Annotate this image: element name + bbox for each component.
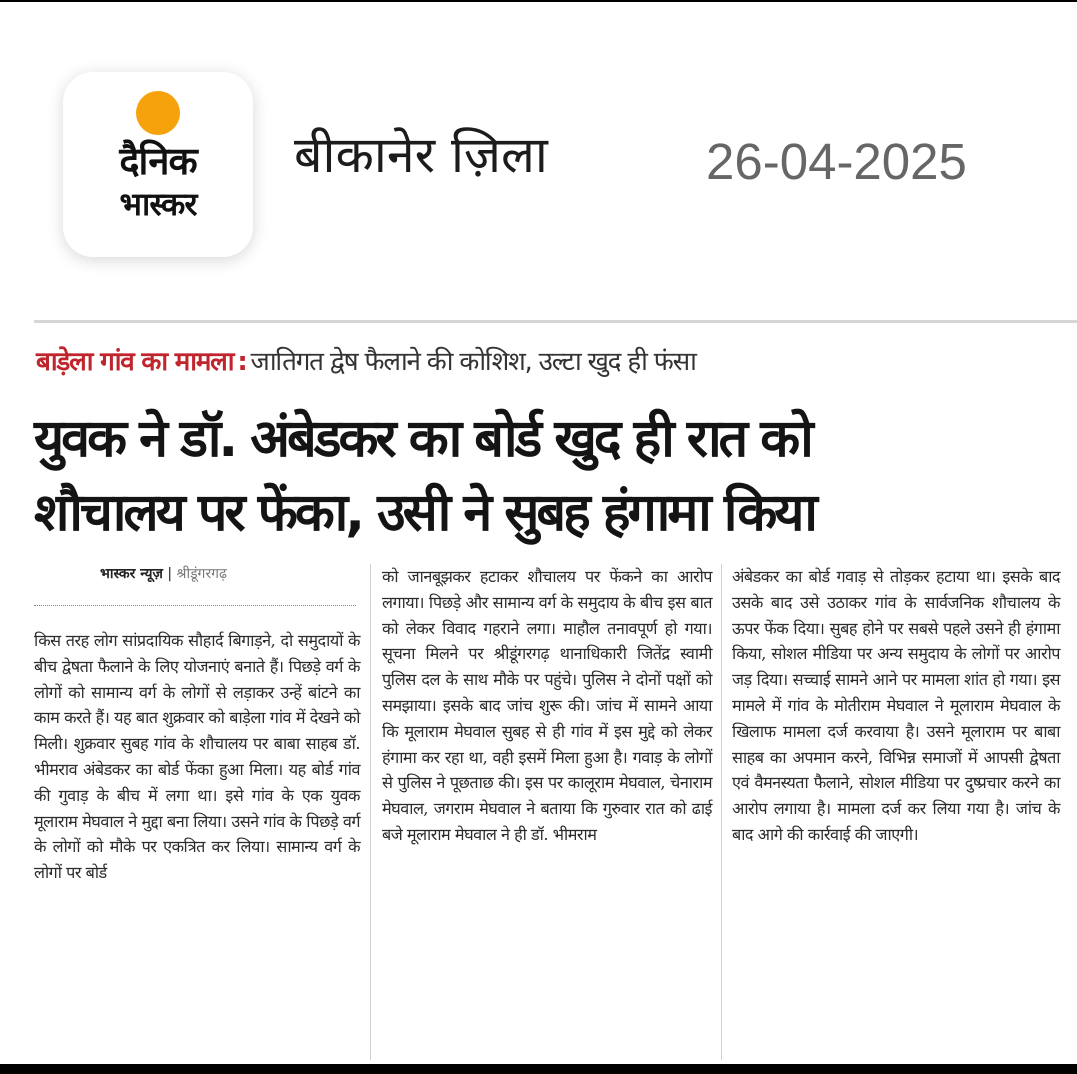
byline-bureau: भास्कर न्यूज़ (100, 566, 163, 582)
header-divider (34, 320, 1077, 323)
byline-place: श्रीडूंगरगढ़ (176, 566, 227, 582)
newspaper-clipping (0, 2, 1077, 1064)
headline-line-1: युवक ने डॉ. अंबेडकर का बोर्ड खुद ही रात को (34, 409, 811, 469)
subheadline: जातिगत द्वेष फैलाने की कोशिश, उल्टा खुद ही फंसा (250, 347, 696, 377)
logo-text-bhaskar: भास्कर (119, 185, 197, 223)
edition-date: 26-04-2025 (706, 133, 967, 190)
edition-district: बीकानेर ज़िला (294, 126, 548, 184)
kicker-separator: : (237, 347, 247, 377)
column-divider (370, 564, 371, 1060)
byline (100, 564, 227, 583)
article-column-2: को जानबूझकर हटाकर शौचालय पर फेंकने का आरोप लगाया। पिछड़े और सामान्य वर्ग के समुदाय के बीच इस बात को लेकर विवाद गहराने लगा। माहौल तनावपूर्ण हो गया। सूचना मिलने पर श्रीडूंगरगढ़ थानाधिकारी जितेंद्र स्वामी पुलिस दल के साथ मौके पर पहुंचे। पुलिस ने दोनों पक्षों को समझाया। इसके बाद जांच शुरू की। जांच में सामने आया कि मूलाराम मेघवाल सुबह से ही गांव में इस मुद्दे को लेकर हंगामा कर रहा था, वही इसमें मिला हुआ है। गवाड़ के लोगों से पुलिस ने पूछताछ की। इस पर कालूराम मेघवाल, चेनाराम मेघवाल, जगराम मेघवाल ने बताया कि गुरुवार रात को ढाई बजे मूलाराम मेघवाल ने ही डॉ. भीमराम (382, 567, 712, 844)
byline-separator: | (167, 566, 173, 582)
headline-line-2: शौचालय पर फेंका, उसी ने सुबह हंगामा किया (34, 483, 815, 543)
bottom-border (0, 1064, 1077, 1074)
column-divider (721, 564, 722, 1060)
byline-divider (34, 605, 356, 606)
sun-logo-icon (136, 91, 180, 135)
logo-text-dainik: दैनिक (119, 138, 197, 183)
kicker-line (36, 347, 696, 378)
article-column-1: किस तरह लोग सांप्रदायिक सौहार्द बिगाड़ने, दो समुदायों के बीच द्वेषता फैलाने के लिए योजनाएं बनाते हैं। पिछड़े वर्ग के लोगों को सामान्य वर्ग के लोगों से लड़ाकर उन्हें बांटने का काम करते हैं। यह बात शुक्रवार को बाड़ेला गांव में देखने को मिली। शुक्रवार सुबह गांव के शौचालय पर बाबा साहब डॉ. भीमराव अंबेडकर का बोर्ड फेंका हुआ मिला। यह बोर्ड गांव की गुवाड़ के बीच में लगा था। इसे गांव के एक युवक मूलाराम मेघवाल ने मुद्दा बना लिया। उसने गांव के पिछड़े वर्ग के लोगों को मौके पर एकत्रित कर लिया। सामान्य वर्ग के लोगों पर बोर्ड (34, 631, 360, 883)
kicker-label: बाड़ेला गांव का मामला (36, 347, 234, 377)
article-column-3: अंबेडकर का बोर्ड गवाड़ से तोड़कर हटाया था। इसके बाद उसके बाद उसे उठाकर गांव के सार्वजनिक शौचालय के ऊपर फेंक दिया। सुबह होने पर सबसे पहले उसने ही हंगामा किया, सोशल मीडिया पर अन्य समुदाय के लोगों पर आरोप जड़ दिया। सच्चाई सामने आने पर मामला शांत हो गया। इस मामले में गांव के मोतीराम मेघवाल ने मूलाराम मेघवाल के खिलाफ मामला दर्ज करवाया है। उसने मूलाराम पर बाबा साहब का अपमान करने, विभिन्न समाजों में आपसी द्वेषता एवं वैमनस्यता फैलाने, सोशल मीडिया पर दुष्प्रचार करने का आरोप लगाया है। मामला दर्ज कर लिया गया है। जांच के बाद आगे की कार्रवाई की जाएगी। (732, 567, 1060, 844)
